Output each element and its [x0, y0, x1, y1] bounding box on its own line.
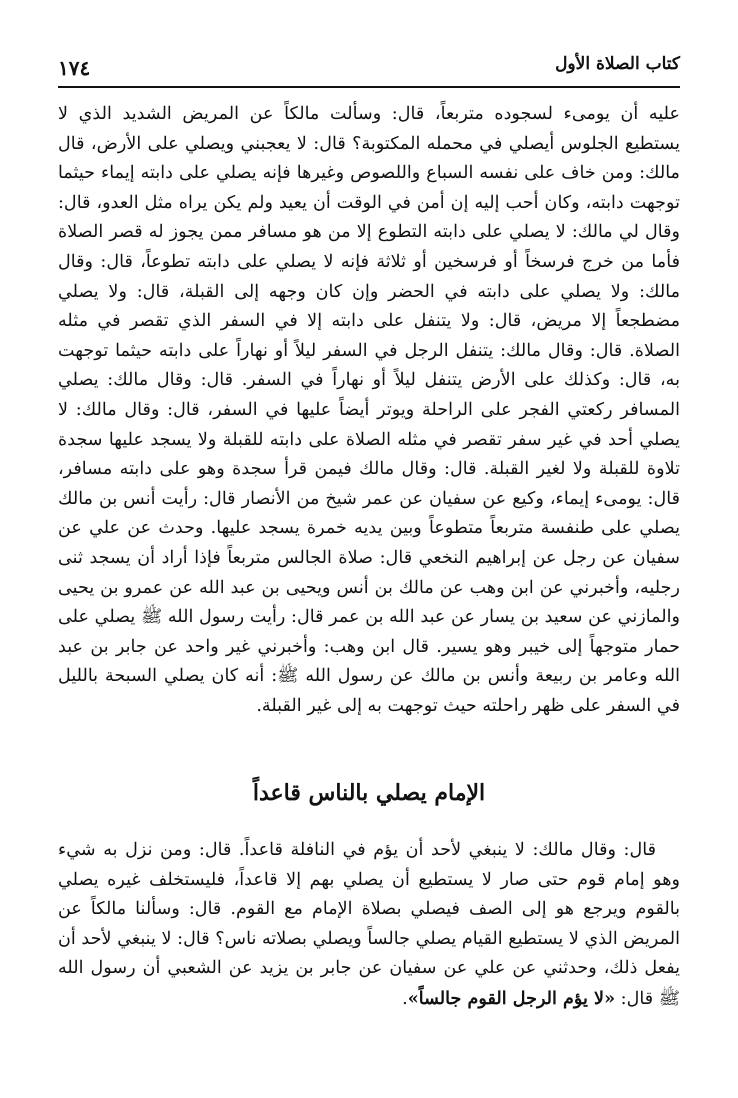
- hadith-quote: «لا يؤم الرجل القوم جالساً»: [407, 987, 616, 1009]
- section-heading: الإمام يصلي بالناس قاعداً: [252, 780, 486, 806]
- page-number: ١٧٤: [58, 56, 91, 80]
- paragraph-1: عليه أن يومىء لسجوده متربعاً، قال: وسألت مالكاً عن المريض الشديد الذي لا يستطيع الجلوس أيصلي في محمله المكتوبة؟ قال: لا يعجبني ويصلي على الأرض، قال مالك: ومن خاف على نفسه السباع واللصوص وغيرها فإنه يصلي على دابته إيماء حيثما توجهت دابته، وكان أحب إليه إن أمن في الوقت أن يعيد ولم يكن يراه مثل العدو، قال: وقال لي مالك: لا يصلي على دابته التطوع إلا من هو مسافر ممن يجوز له قصر الصلاة فأما من خرج فرسخاً أو فرسخين أو ثلاثة فإنه لا يصلي على دابته تطوعاً، قال: وقال مالك: ولا يصلي على دابته في الحضر وإن كان وجهه إلى القبلة، قال: ولا يصلي مضطجعاً إلا مريض، قال: ولا يتنفل على دابته إلا في السفر الذي تقصر في مثله الصلاة. قال: وقال مالك: يتنفل الرجل في السفر ليلاً أو نهاراً على دابته حيثما توجهت به، قال: وكذلك على الأرض يتنفل ليلاً أو نهاراً في السفر. قال: وقال مالك: يصلي المسافر ركعتي الفجر على الراحلة ويوتر أيضاً عليها في السفر، قال: وقال مالك: لا يصلي أحد في غير سفر تقصر في مثله الصلاة على دابته للقبلة ولا يسجد عليها سجدة تلاوة للقبلة ولا لغير القبلة. قال: وقال مالك فيمن قرأ سجدة وهو على دابته مسافر، قال: يومىء إيماء، وكيع عن سفيان عن عمر شيخ من الأنصار قال: رأيت أنس بن مالك يصلي على طنفسة متربعاً متطوعاً وبين يديه خمرة يسجد عليها. وحدث عن علي عن سفيان عن رجل عن إبراهيم النخعي قال: صلاة الجالس متربعاً فإذا أراد أن يسجد ثنى رجليه، وأخبرني عن ابن وهب عن مالك بن أنس ويحيى بن عبد الله عن عمرو بن يحيى والمازني عن سعيد بن يسار عن عبد الله بن عمر قال: رأيت رسول الله ﷺ يصلي على حمار متوجهاً إلى خيبر وهو يسير. قال ابن وهب: وأخبرني غير واحد عن جابر بن عبد الله وعامر بن ربيعة وأنس بن مالك عن رسول الله ﷺ: أنه كان يصلي السبحة بالليل في السفر على ظهر راحلته حيث توجهت به إلى غير القبلة.: [58, 104, 680, 716]
- running-header: [58, 50, 680, 88]
- paragraph-2: [58, 836, 680, 1015]
- paragraph-2-text: قال: وقال مالك: لا ينبغي لأحد أن يؤم في النافلة قاعداً. قال: ومن نزل به شيء وهو إمام قوم حتى صار لا يستطيع أن يصلي بهم إلا قاعداً، فليستخلف غيره يصلي بالقوم ويرجع هو إلى الصف فيصلي بصلاة الإمام مع القوم. قال: وسألنا مالكاً عن المريض الذي لا يستطيع القيام يصلي جالساً ويصلي بصلاته ناس؟ قال: لا ينبغي لأحد أن يفعل ذلك، وحدثني عن علي عن سفيان عن جابر بن يزيد عن الشعبي أن رسول الله ﷺ قال:: [58, 840, 680, 1009]
- book-page: [58, 40, 680, 1070]
- chapter-title: كتاب الصلاة الأول: [555, 54, 680, 74]
- paragraph-2-end: .: [402, 988, 408, 1009]
